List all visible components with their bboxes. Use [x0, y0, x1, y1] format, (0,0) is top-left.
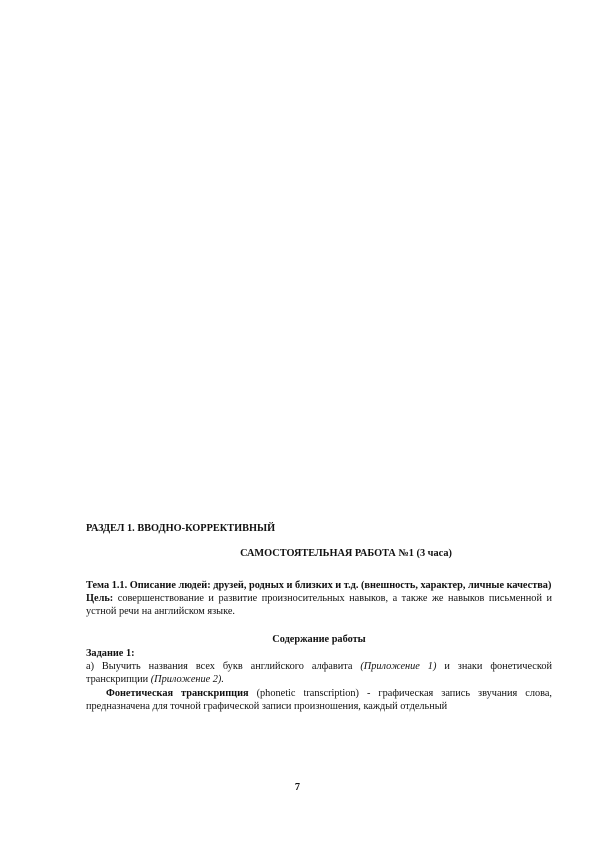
task-1-text — [86, 660, 552, 687]
goal-text: совершенствование и развитие произносительных навыков, а также же навыков письменной и устной речи на английском языке. — [86, 592, 552, 618]
topic-title: Тема 1.1. Описание людей: друзей, родных и близких и т.д. (внешность, характер, личные качества) — [86, 579, 552, 591]
transcription-term: Фонетическая транскрипция — [106, 687, 249, 699]
transcription-definition — [86, 687, 552, 714]
contents-heading: Содержание работы — [272, 634, 366, 646]
task-1-label: Задание 1: — [86, 647, 135, 659]
section-heading: РАЗДЕЛ 1. ВВОДНО-КОРРЕКТИВНЫЙ — [86, 523, 276, 534]
goal-label: Цель: — [86, 592, 114, 604]
work-title: САМОСТОЯТЕЛЬНАЯ РАБОТА №1 (3 часа) — [240, 548, 452, 560]
appendix-1-reference: (Приложение 1) — [360, 661, 437, 673]
page-content — [86, 522, 552, 713]
page-number: 7 — [294, 782, 301, 793]
task-1-text-part1: а) Выучить названия всех букв английского алфавита — [86, 661, 361, 673]
transcription-definition-text: (phonetic transcription) - графическая запись звучания слова, предназначена для точной графической записи произношения, каждый отдельный — [86, 687, 553, 712]
goal-paragraph — [86, 592, 552, 619]
task-1-text-part2: и знаки фонетической транскрипции — [86, 661, 552, 686]
appendix-2-reference: (Приложение 2). — [150, 674, 224, 686]
